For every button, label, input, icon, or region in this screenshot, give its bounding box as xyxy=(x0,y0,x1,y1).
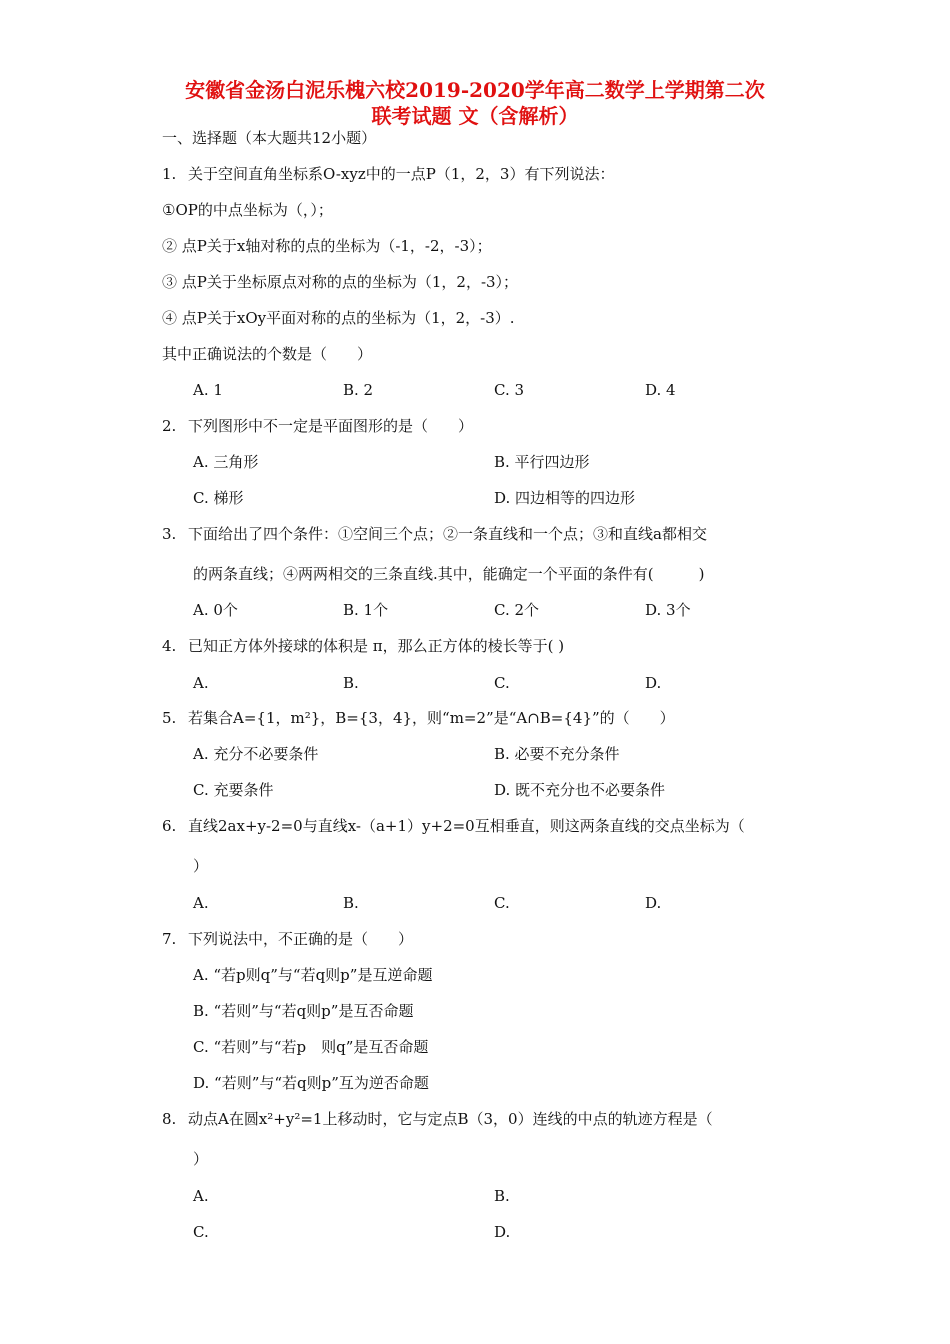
question-number: 5. xyxy=(162,709,177,727)
question-2-option-d: D. 四边相等的四边形 xyxy=(494,489,636,507)
question-1-option-d: D. 4 xyxy=(645,381,676,399)
question-5-option-b: B. 必要不充分条件 xyxy=(494,745,620,763)
question-text: 下列图形中不一定是平面图形的是（ ） xyxy=(188,417,474,435)
question-text: 若集合A={1，m²}，B={3，4}，则“m=2”是“A∩B={4}”的（ ） xyxy=(188,709,675,727)
question-text: 动点A在圆x²+y²=1上移动时，它与定点B（3，0）连线的中点的轨迹方程是（ xyxy=(188,1110,713,1128)
question-2-option-c: C. 梯形 xyxy=(193,489,244,507)
question-number: 8. xyxy=(162,1110,177,1128)
question-8-option-b: B. xyxy=(494,1187,510,1205)
question-number: 7. xyxy=(162,930,177,948)
question-6-option-c: C. xyxy=(494,894,510,912)
question-3-option-a: A. 0个 xyxy=(193,601,238,619)
question-2-option-a: A. 三角形 xyxy=(193,453,259,471)
question-3-option-c: C. 2个 xyxy=(494,601,540,619)
question-4-stem xyxy=(162,636,564,656)
question-4-option-c: C. xyxy=(494,674,510,692)
question-1-statement-4: ④ 点P关于xOy平面对称的点的坐标为（1，2，-3）. xyxy=(162,309,515,327)
question-6-option-b: B. xyxy=(343,894,359,912)
question-5-stem xyxy=(162,708,675,728)
document-title-line1: 安徽省金汤白泥乐槐六校2019-2020学年高二数学上学期第二次 xyxy=(185,78,765,102)
question-text: 已知正方体外接球的体积是 π，那么正方体的棱长等于( ) xyxy=(188,637,565,655)
question-1-stem xyxy=(162,164,614,184)
question-4-option-d: D. xyxy=(645,674,662,692)
section-heading: 一、选择题（本大题共12小题） xyxy=(162,129,377,147)
question-1-option-c: C. 3 xyxy=(494,381,525,399)
question-text: 下面给出了四个条件：①空间三个点；②一条直线和一个点；③和直线a都相交 xyxy=(188,525,707,543)
question-4-option-b: B. xyxy=(343,674,359,692)
question-text: 关于空间直角坐标系O-xyz中的一点P（1，2，3）有下列说法： xyxy=(188,165,615,183)
question-7-option-d: D. “若则”与“若q则p”互为逆否命题 xyxy=(193,1074,429,1092)
question-7-option-c: C. “若则”与“若p 则q”是互否命题 xyxy=(193,1038,429,1056)
question-6-option-d: D. xyxy=(645,894,662,912)
question-6-stem-continued: ） xyxy=(193,857,209,875)
question-1-statement-3: ③ 点P关于坐标原点对称的点的坐标为（1，2，-3）； xyxy=(162,273,519,291)
question-8-option-c: C. xyxy=(193,1223,209,1241)
question-number: 6. xyxy=(162,817,177,835)
question-6-option-a: A. xyxy=(193,894,209,912)
question-8-stem xyxy=(162,1109,713,1129)
question-1-option-a: A. 1 xyxy=(193,381,223,399)
question-5-option-d: D. 既不充分也不必要条件 xyxy=(494,781,666,799)
question-number: 3. xyxy=(162,525,177,543)
question-1-statement-1: ①OP的中点坐标为（，）； xyxy=(162,201,333,219)
question-text: 直线2ax+y-2=0与直线x-（a+1）y+2=0互相垂直，则这两条直线的交点坐标为（ xyxy=(188,817,745,835)
document-title-line2: 联考试题 文（含解析） xyxy=(371,104,579,128)
question-3-option-d: D. 3个 xyxy=(645,601,691,619)
question-3-option-b: B. 1个 xyxy=(343,601,389,619)
question-number: 4. xyxy=(162,637,177,655)
question-8-option-d: D. xyxy=(494,1223,511,1241)
question-7-stem xyxy=(162,929,413,949)
question-number: 1. xyxy=(162,165,177,183)
question-5-option-c: C. 充要条件 xyxy=(193,781,274,799)
question-number: 2. xyxy=(162,417,177,435)
question-7-option-a: A. “若p则q”与“若q则p”是互逆命题 xyxy=(193,966,433,984)
question-1-ask: 其中正确说法的个数是（ ） xyxy=(162,345,373,363)
question-3-stem-continued: 的两条直线；④两两相交的三条直线.其中，能确定一个平面的条件有( ) xyxy=(193,565,705,583)
question-text: 下列说法中，不正确的是（ ） xyxy=(188,930,414,948)
question-1-statement-2: ② 点P关于x轴对称的点的坐标为（-1，-2，-3）； xyxy=(162,237,492,255)
question-3-stem xyxy=(162,524,707,544)
question-7-option-b: B. “若则”与“若q则p”是互否命题 xyxy=(193,1002,414,1020)
question-8-stem-continued: ） xyxy=(193,1150,209,1168)
question-2-stem xyxy=(162,416,473,436)
question-4-option-a: A. xyxy=(193,674,209,692)
question-1-option-b: B. 2 xyxy=(343,381,374,399)
question-8-option-a: A. xyxy=(193,1187,209,1205)
question-6-stem xyxy=(162,816,745,836)
question-5-option-a: A. 充分不必要条件 xyxy=(193,745,319,763)
question-2-option-b: B. 平行四边形 xyxy=(494,453,590,471)
